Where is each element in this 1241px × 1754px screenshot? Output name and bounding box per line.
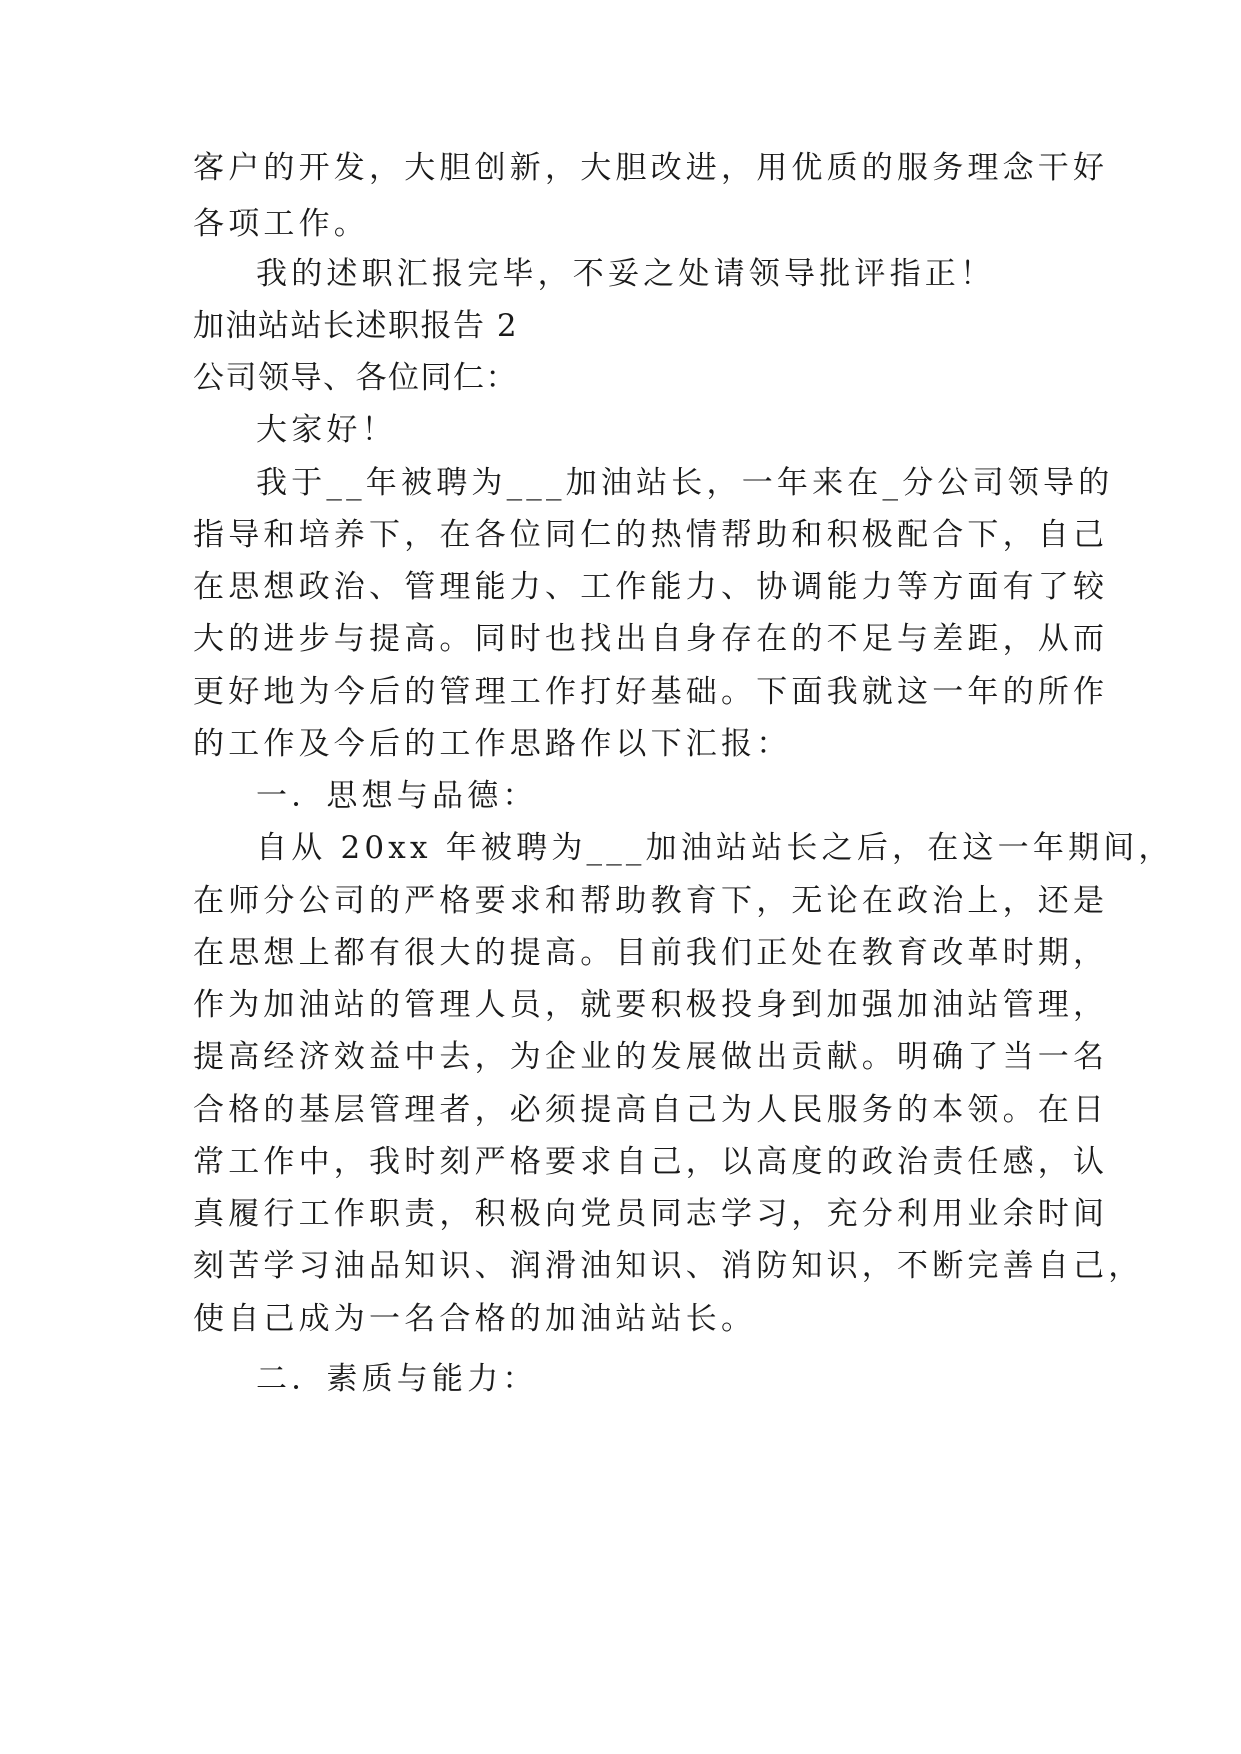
paragraph-line: 作为加油站的管理人员，就要积极投身到加强加油站管理， xyxy=(193,987,1109,1023)
paragraph-line: 更好地为今后的管理工作打好基础。下面我就这一年的所作 xyxy=(193,674,1109,710)
salutation: 公司领导、各位同仁： xyxy=(193,360,518,396)
paragraph-line: 在师分公司的严格要求和帮助教育下，无论在政治上，还是 xyxy=(193,883,1109,919)
paragraph-line: 客户的开发，大胆创新，大胆改进，用优质的服务理念干好 xyxy=(193,150,1109,186)
paragraph-line: 真履行工作职责，积极向党员同志学习，充分利用业余时间 xyxy=(193,1196,1109,1232)
paragraph-line: 刻苦学习油品知识、润滑油知识、消防知识，不断完善自己， xyxy=(193,1248,1144,1284)
paragraph-line: 自从 20xx 年被聘为___加油站站长之后，在这一年期间， xyxy=(256,830,1174,866)
paragraph-line: 合格的基层管理者，必须提高自己为人民服务的本领。在日 xyxy=(193,1092,1109,1128)
paragraph-line: 各项工作。 xyxy=(193,206,369,242)
paragraph-line: 在思想上都有很大的提高。目前我们正处在教育改革时期， xyxy=(193,935,1109,971)
greeting: 大家好！ xyxy=(256,412,397,448)
paragraph-line: 的工作及今后的工作思路作以下汇报： xyxy=(193,726,792,762)
paragraph-line: 大的进步与提高。同时也找出自身存在的不足与差距，从而 xyxy=(193,621,1109,657)
paragraph-line: 使自己成为一名合格的加油站站长。 xyxy=(193,1301,757,1337)
paragraph-line: 常工作中，我时刻严格要求自己，以高度的政治责任感，认 xyxy=(193,1144,1109,1180)
closing-line: 我的述职汇报完毕，不妥之处请领导批评指正！ xyxy=(256,256,996,292)
section-heading: 二．素质与能力： xyxy=(256,1361,538,1397)
paragraph-line: 我于__年被聘为___加油站长，一年来在_分公司领导的 xyxy=(256,465,1114,501)
section-title: 加油站站长述职报告 2 xyxy=(193,308,519,344)
paragraph-line: 在思想政治、管理能力、工作能力、协调能力等方面有了较 xyxy=(193,569,1109,605)
paragraph-line: 指导和培养下，在各位同仁的热情帮助和积极配合下，自己 xyxy=(193,517,1109,553)
paragraph-line: 提高经济效益中去，为企业的发展做出贡献。明确了当一名 xyxy=(193,1039,1109,1075)
section-heading: 一．思想与品德： xyxy=(256,778,538,814)
